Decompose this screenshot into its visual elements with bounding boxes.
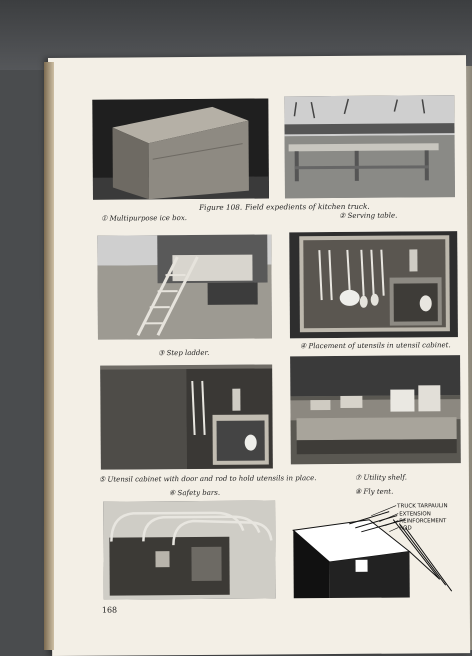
photo-utensil-cabinet-door [100, 364, 273, 469]
book-spine [44, 62, 54, 650]
page-number: 168 [102, 606, 117, 615]
book-page [48, 55, 470, 656]
caption-safety-bars: ⑥ Safety bars. [169, 489, 220, 498]
caption-step-ladder: ③ Step ladder. [158, 349, 209, 358]
photo-serving-table [284, 95, 455, 198]
caption-fly-tent: ⑧ Fly tent. [355, 488, 393, 497]
diagram-fly-tent [289, 499, 464, 600]
caption-utensil-cabinet-door: ⑤ Utensil cabinet with door and rod to hold utensils in place. [99, 474, 317, 485]
caption-serving-table: ② Serving table. [339, 212, 397, 221]
label-truck-tarpaulin: TRUCK TARPAULIN [396, 503, 448, 509]
caption-utility-shelf: ⑦ Utility shelf. [355, 474, 407, 483]
figure-number: Figure 108. [199, 203, 242, 212]
figure-title: Field expedients of kitchen truck. [245, 202, 370, 212]
label-rod: ROD [399, 525, 411, 531]
photo-step-ladder [97, 234, 272, 339]
photo-ice-box [92, 98, 269, 199]
photo-utility-shelf [290, 355, 461, 464]
caption-ice-box: ① Multipurpose ice box. [101, 214, 187, 224]
photo-safety-bars [103, 500, 276, 599]
caption-utensil-placement: ④ Placement of utensils in utensil cabinet. [300, 341, 451, 351]
label-extension: EXTENSION [399, 511, 431, 517]
label-reinforcement: REINFORCEMENT [399, 518, 447, 524]
photo-utensil-placement [289, 231, 458, 338]
